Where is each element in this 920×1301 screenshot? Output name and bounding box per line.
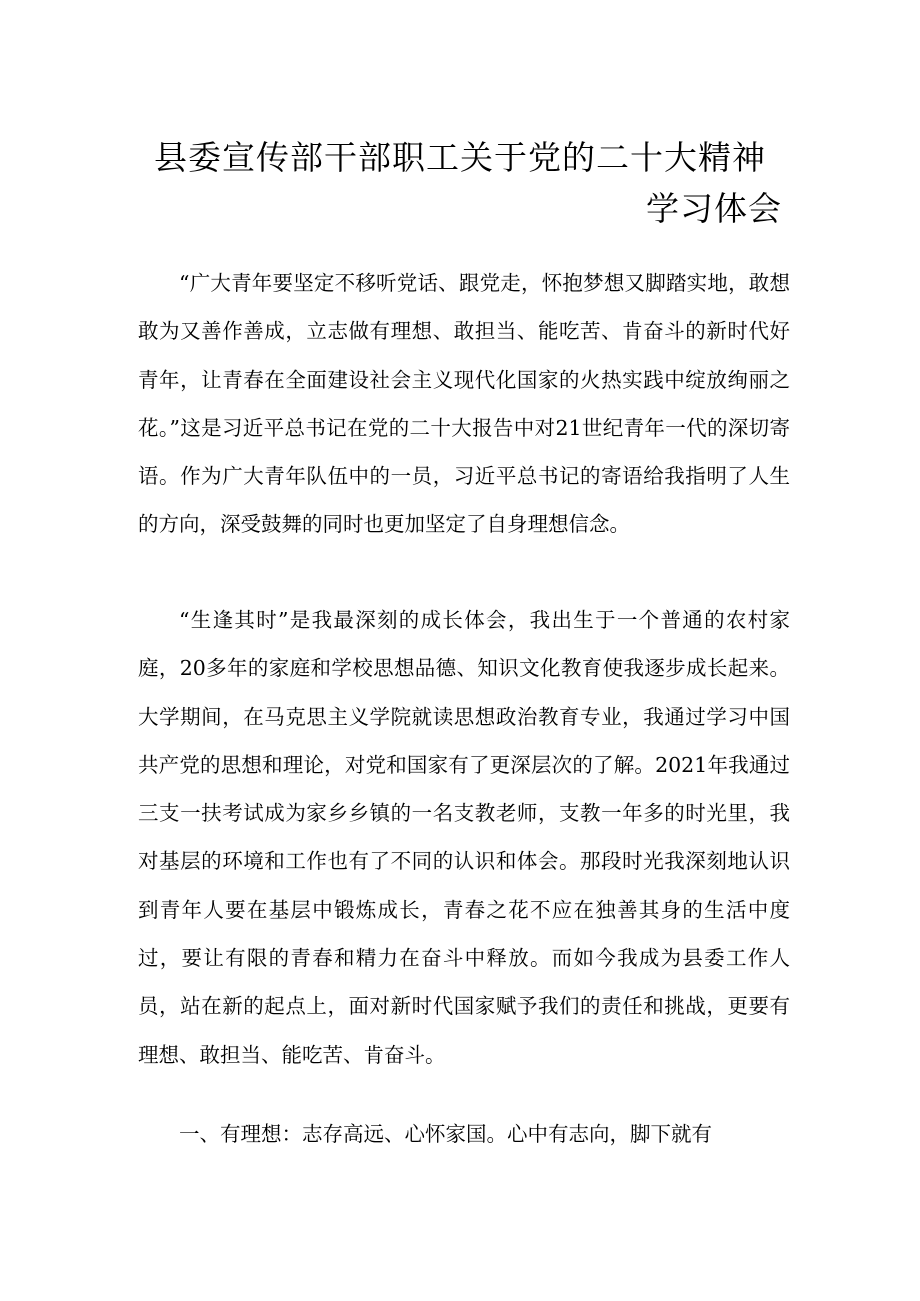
paragraph-1: “广大青年要坚定不移听党话、跟党走，怀抱梦想又脚踏实地，敢想敢为又善作善成，立志做有理想、敢担当、能吃苦、肯奋斗的新时代好青年，让青春在全面建设社会主义现代化国家的火热实践中绽放绚丽之花。”这是习近平总书记在党的二十大报告中对21世纪青年一代的深切寄语。作为广大青年队伍中的一员，习近平总书记的寄语给我指明了人生的方向，深受鼓舞的同时也更加坚定了自身理想信念。	[138, 271, 790, 537]
paragraph-2: “生逢其时”是我最深刻的成长体会，我出生于一个普通的农村家庭，20多年的家庭和学校思想品德、知识文化教育使我逐步成长起来。大学期间，在马克思主义学院就读思想政治教育专业，我通过学习中国共产党的思想和理论，对党和国家有了更深层次的了解。2021年我通过三支一扶考试成为家乡乡镇的一名支教老师，支教一年多的时光里，我对基层的环境和工作也有了不同的认识和体会。那段时光我深刻地认识到青年人要在基层中锻炼成长，青春之花不应在独善其身的生活中度过，要让有限的青春和精力在奋斗中释放。而如今我成为县委工作人员，站在新的起点上，面对新时代国家赋予我们的责任和挑战，更要有理想、敢担当、能吃苦、肯奋斗。	[138, 608, 790, 1067]
document-title-line-1: 县委宣传部干部职工关于党的二十大精神	[154, 138, 766, 177]
section-heading-1: 一、有理想：志存高远、心怀家国。心中有志向，脚下就有	[179, 1122, 712, 1146]
document-title-line-2: 学习体会	[646, 189, 782, 228]
